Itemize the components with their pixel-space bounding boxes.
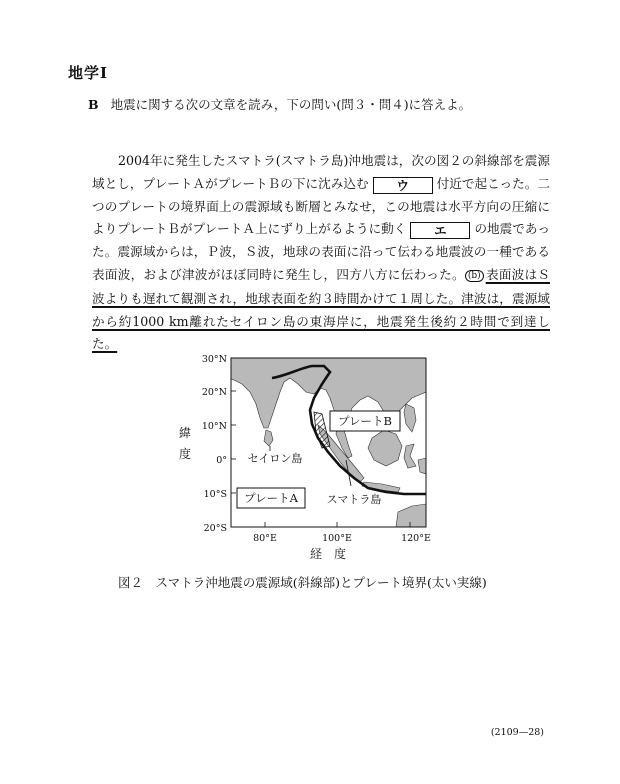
lat-tick-30n: 30°N [201, 354, 227, 365]
lat-tick-20s: 20°S [203, 523, 227, 534]
y-axis-label-2: 度 [178, 447, 192, 461]
question-text: 地震に関する次の文章を読み，下の問い(問３・問４)に答えよ。 [110, 97, 472, 112]
plate-a-label: プレートA [244, 491, 298, 505]
passage-part-2: 付近で起こった。二つのプレートの境界面上の震源域も断層とみなせ，この地震は水平方向の圧縮によりプレートＢがプレートＡ上にずり上がるように動く [92, 175, 550, 237]
sumatra-label: スマトラ島 [326, 493, 382, 506]
answer-box-u: ウ [373, 177, 433, 194]
passage-part-1: 2004年に発生したスマトラ(スマトラ島)沖地震は，次の図２の斜線部を震源域とし，プレートＡがプレートＢの下に沈み込む [92, 153, 550, 191]
lon-tick-80e: 80°E [253, 533, 277, 544]
x-axis-label: 経 度 [309, 547, 347, 561]
underline-marker-b: (b) [465, 270, 484, 282]
lat-tick-0: 0° [216, 455, 227, 466]
lat-tick-10n: 10°N [201, 421, 227, 432]
underlined-passage: 表面波はＳ波よりも遅れて観測され，地球表面を約３時間かけて１周した。津波は，震源域から約1000 km離れたセイロン島の東海岸に，地震発生後約２時間で到達した。 [92, 266, 551, 352]
plate-b-label: プレートB [338, 414, 392, 428]
ceylon-label: セイロン島 [247, 452, 303, 465]
lon-tick-120e: 120°E [401, 533, 431, 544]
page-number: (2109—28) [490, 727, 544, 738]
figure-caption: 図２ スマトラ沖地震の震源域(斜線部)とプレート境界(太い実線) [118, 575, 487, 590]
subject-heading: 地学Ⅰ [68, 64, 109, 82]
lon-tick-100e: 100°E [322, 533, 352, 544]
answer-box-e: エ [410, 222, 470, 239]
lat-tick-10s: 10°S [203, 489, 227, 500]
passage-part-3: の地震であった。震源域からは，Ｐ波，Ｓ波，地球の表面に沿って伝わる地震波の一種である表面波，および津波がほぼ同時に発生し，四方八方に伝わった。 [92, 221, 550, 282]
lat-tick-20n: 20°N [201, 387, 227, 398]
question-mark: B [88, 97, 99, 112]
y-axis-label-1: 緯 [178, 426, 192, 440]
